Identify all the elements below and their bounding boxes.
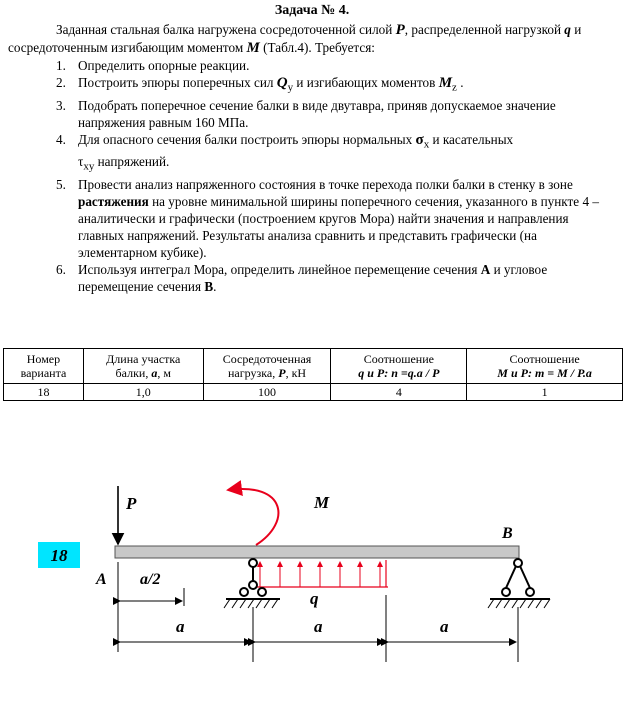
point-a-label: A <box>96 571 107 588</box>
intro-text: Заданная стальная балка нагружена сосредоточенной силой <box>56 22 396 37</box>
task-number: 5. <box>56 176 66 192</box>
header-ratio-n: Соотношение q и P: n =q.a / P <box>331 349 467 384</box>
cell-load: 100 <box>203 384 331 401</box>
beam <box>115 546 519 558</box>
cell-ratio-m: 1 <box>467 384 623 401</box>
section-b: В <box>204 278 214 294</box>
variant-badge-label: 18 <box>50 546 68 565</box>
task-text: . <box>456 75 464 90</box>
task-number: 6. <box>56 261 66 277</box>
dimension-a-label: a <box>176 617 185 636</box>
header-ratio-m: Соотношение M и P: m = M / P.a <box>467 349 623 384</box>
task-text: и изгибающих моментов <box>293 75 439 90</box>
header-length: Длина участка балки, a, м <box>83 349 203 384</box>
task-text: и касательных <box>429 131 514 147</box>
dimension-a-label: a <box>440 617 449 636</box>
symbol-p: P <box>395 22 405 38</box>
cell-length: 1,0 <box>83 384 203 401</box>
dimension-half-a-label: a/2 <box>140 571 161 588</box>
task-text: напряжений. <box>94 154 170 170</box>
task-number: 1. <box>56 58 66 73</box>
task-text: Используя интеграл Мора, определить линейное перемещение сечения <box>78 261 481 277</box>
subscript-xy: xy <box>83 160 95 173</box>
moment-m-arrow <box>228 489 278 545</box>
header-load: Сосредоточенная нагрузка, P, кН <box>203 349 331 384</box>
problem-title: Задача № 4. <box>274 3 350 18</box>
symbol-tau: τ <box>78 154 84 170</box>
distributed-load-q <box>256 560 388 587</box>
task-text: Провести анализ напряженного состояния в точке перехода полки балки в стенку в зоне <box>78 176 573 192</box>
task-number: 4. <box>56 131 66 147</box>
symbol-q: q <box>564 22 571 37</box>
symbol-q-force: Q <box>276 75 288 91</box>
task-number: 3. <box>56 97 66 113</box>
section-a: А <box>480 261 491 277</box>
force-p-label: P <box>126 494 137 513</box>
task-text: на уровне минимальной ширины поперечного сечения, указанного в пункте 4 – аналитически и графически (построением кругов Мора) найти значения и направления главных напряжений. Результаты анализа сравнить и представить графически (на элементарном кубике). <box>78 193 599 260</box>
task-text: . <box>213 278 217 294</box>
roller-support <box>488 559 550 608</box>
task-text: и угловое перемещение сечения <box>78 261 548 294</box>
symbol-m: M <box>246 40 260 56</box>
subscript-z: z <box>452 81 457 94</box>
symbol-m-moment: M <box>438 75 453 91</box>
subscript-y: y <box>287 81 294 94</box>
intro-text: , распределенной нагрузкой <box>404 22 565 37</box>
cell-variant: 18 <box>4 384 84 401</box>
cell-ratio-n: 4 <box>331 384 467 401</box>
intro-text: (Табл.4). Требуется: <box>259 40 375 55</box>
load-q-label: q <box>310 589 319 608</box>
symbol-sigma: σ <box>415 131 424 148</box>
moment-m-label: M <box>314 493 330 512</box>
task-number: 2. <box>56 75 66 90</box>
task-text: Для опасного сечения балки построить эпюры нормальных <box>78 131 416 147</box>
dimension-a-label: a <box>314 617 323 636</box>
pinned-support <box>224 559 280 608</box>
bold-word: растяжения <box>78 193 149 209</box>
point-b-label: B <box>502 525 513 542</box>
task-text: Определить опорные реакции. <box>78 58 250 73</box>
task-text: Подобрать поперечное сечение балки в виде двутавра, приняв допускаемое значение напряжения равным 160 МПа. <box>78 97 556 130</box>
subscript-x: x <box>423 138 430 151</box>
task-text: Построить эпюры поперечных сил <box>78 75 277 90</box>
intro-text: и сосредоточенным изгибающим моментом <box>8 22 582 55</box>
header-variant: Номер варианта <box>4 349 84 384</box>
